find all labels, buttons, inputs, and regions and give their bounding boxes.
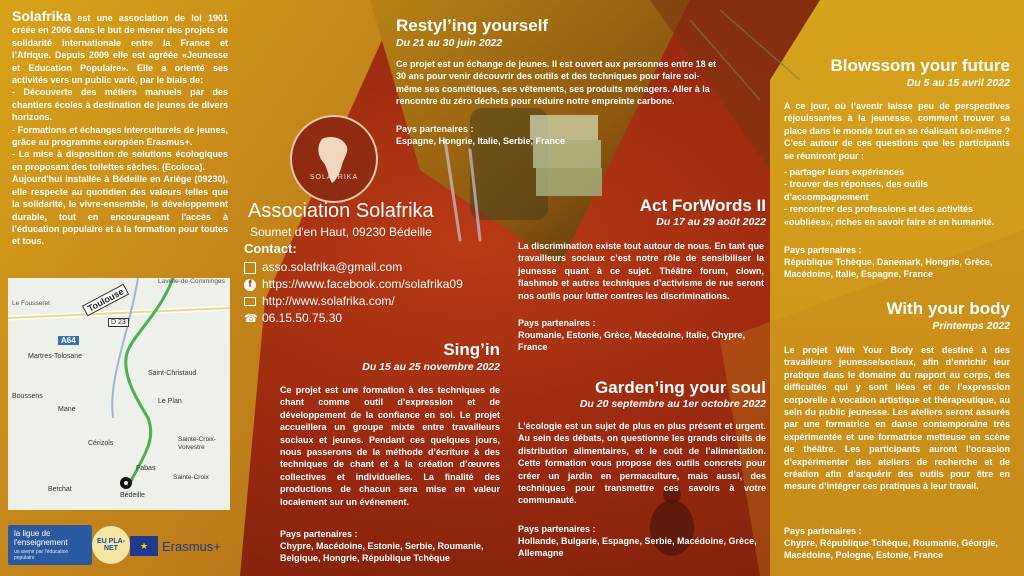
restyling-partners-label: Pays partenaires :: [396, 124, 474, 134]
map-label: Mane: [58, 406, 76, 413]
intro-bullet: - Formations et échanges interculturels de jeunes, grâce au programme européen Erasmus+.: [12, 124, 228, 148]
intro-bullet: - La mise à disposition de solutions écologiques en proposant des toilettes sèches. (Ecoloca).: [12, 149, 228, 172]
erasmus-logo-text: Erasmus+: [162, 538, 221, 554]
map-label: Betchat: [48, 486, 72, 493]
actforwords-desc: La discrimination existe tout autour de nous. En tant que travailleurs sociaux c’est notre rôle de sensibiliser la jeunesse quant à ce sujet. Théâtre forum, clown, flashmob et autres techniques d’activisme de rue seront nos outils pour lutter contres les discriminations.: [518, 241, 764, 301]
map-label: Boussens: [12, 393, 43, 400]
contact-email-row: [244, 259, 484, 276]
solafrika-logo-text: SOLAFRIKA: [309, 174, 359, 181]
blowssom-dates: Du 5 au 15 avril 2022: [906, 77, 1010, 89]
contact-label: Contact:: [244, 241, 297, 256]
phone-icon: ☎: [244, 312, 258, 325]
withbody-partners-label: Pays partenaires :: [784, 526, 862, 536]
map-label: Lavelle-de-Comminges: [158, 278, 225, 285]
withbody-dates: Printemps 2022: [932, 320, 1010, 332]
blowssom-partners-label: Pays partenaires :: [784, 245, 862, 255]
association-address: Soumet d'en Haut, 09230 Bédeille: [250, 225, 432, 239]
ligue-logo-sub: un avenir par l'éducation populaire: [14, 549, 69, 561]
actforwords-partners-label: Pays partenaires :: [518, 318, 596, 328]
contact-website-row: [244, 293, 484, 310]
blowssom-list: [784, 166, 1010, 228]
map-label-toulouse: Toulouse: [82, 284, 129, 317]
blowssom-list-item: - rencontrer des professions et des activités «oubliées», riches en savoir faire et en humanité.: [784, 204, 995, 227]
ligue-logo-text: la ligue de l'enseignement: [14, 529, 68, 547]
map-label-a64: A64: [58, 336, 79, 345]
restyling-desc: Ce projet est un échange de jeunes. Il est ouvert aux personnes entre 18 et 30 ans pour venir découvrir des outils et des techniques pour faire soi-même ses cosmétiques, ses vêtements, ses produits ménagers. Aller à la rencontre du zéro déchets pour réduire notre empreinte carbone.: [396, 59, 717, 107]
singin-dates: Du 15 au 25 novembre 2022: [362, 361, 500, 373]
blowssom-list-item: - partager leurs expériences: [784, 167, 905, 177]
intro-brand: Solafrika: [12, 8, 72, 24]
gardening-desc: L’écologie est un sujet de plus en plus présent et urgent. Au sein des débats, on questionne les grands circuits de distribution alimentaires, et le coût de l’alimentation. Cette formation vous propose des outils concrets pour créer un jardin en permaculture, mais aussi, des techniques pour transmettre ces savoirs à votre communauté.: [518, 421, 766, 506]
location-map[interactable]: [8, 278, 230, 510]
contact-list: [244, 259, 484, 327]
intro-text: est une association de loi 1901 créée en 2006 dans le but de mener des projets de solidarité internationale entre la France et l’Afrique. Depuis 2009 elle est agréée «Jeunesse et Education Populaire». Elle a orienté ses activités vers un public varié, par le biais de:: [12, 13, 228, 86]
withbody-desc: Le projet With Your Body est destiné à des travailleurs jeunesse/sociaux, afin d’enrichir leur pratique dans le domaine du rapport au corps, des difficultés qui y sont liées et de l’expression corporelle à vocation artistique et thérapeutique, au sein du public jeunesse. Les ateliers seront assurés par une formatrice en danse contemporaine très expérimentée et une formatrice metteuse en scène de théâtre. Les participants auront l’occasion d’expérimenter des ateliers de recherche et de création afin d’acquérir des outils pour être en mesure d’intégrer ces pratiques à leur travail.: [784, 345, 1010, 492]
gardening-partners-label: Pays partenaires :: [518, 524, 596, 534]
contact-phone-row: [244, 310, 484, 327]
singin-partners-label: Pays partenaires :: [280, 529, 358, 539]
blowssom-list-item: - trouver des réponses, des outils d’accompagnement: [784, 179, 929, 202]
map-label: Martres-Tolosane: [28, 353, 83, 360]
restyling-partners: Espagne, Hongrie, Italie, Serbie, France: [396, 136, 566, 146]
restyling-title: Restyl’ing yourself: [396, 16, 549, 35]
gardening-partners: Hollande, Bulgarie, Espagne, Serbie, Macédoine, Grèce, Allemagne: [518, 536, 757, 558]
actforwords-dates: Du 17 au 29 août 2022: [656, 216, 766, 228]
map-label: Bédeille: [120, 492, 145, 499]
eu-flag-icon: ★: [130, 536, 158, 556]
map-label: Le Plan: [158, 398, 182, 405]
ligue-logo: [8, 525, 92, 565]
blowssom-desc: A ce jour, où l’avenir laisse peu de perspectives réjouissantes à la jeunesse, comment trouver sa place dans le monde tout en se réalisant soi-même ? C’est autour de ces questions que les participants se réuniront pour :: [784, 101, 1010, 161]
contact-website[interactable]: http://www.solafrika.com/: [262, 294, 395, 308]
map-label: Fabas: [136, 465, 156, 472]
intro-bullet: - Découverte des métiers manuels par des chantiers écoles à destination de jeunes de divers horizons.: [12, 87, 228, 123]
map-label-d23: D 23: [108, 318, 129, 327]
envelope-icon: [244, 262, 256, 274]
map-label: Sainte-Croix: [173, 474, 209, 481]
withbody-partners: Chypre, République Tchèque, Roumanie, Géorgie, Macédoine, Pologne, Estonie, France: [784, 538, 998, 560]
gardening-dates: Du 20 septembre au 1er octobre 2022: [579, 398, 766, 410]
facebook-icon: f: [244, 279, 256, 291]
contact-facebook[interactable]: https://www.facebook.com/solafrika09: [262, 277, 463, 291]
solafrika-logo: [290, 115, 378, 203]
association-title: Association Solafrika: [248, 200, 434, 222]
erasmus-logo: [130, 533, 228, 559]
restyling-dates: Du 21 au 30 juin 2022: [396, 37, 503, 49]
map-label: Le Fousseret: [12, 300, 50, 307]
gardening-title: Garden’ing your soul: [595, 378, 766, 397]
planet-logo: [92, 526, 130, 564]
blowssom-partners: République Tchèque, Danemark, Hongrie, Grèce, Macédoine, Italie, Espagne, France: [784, 257, 993, 279]
actforwords-partners: Roumanie, Estonie, Grèce, Macédoine, Italie, Chypre, France: [518, 330, 746, 352]
singin-partners: Chypre, Macédoine, Estonie, Serbie, Roumanie, Belgique, Hongrie, République Tchèque: [280, 541, 484, 563]
withbody-title: With your body: [886, 299, 1010, 318]
map-label: Sainte-Croix-Volvestre: [178, 436, 216, 451]
singin-title: Sing’in: [443, 340, 500, 359]
computer-icon: [244, 297, 256, 306]
contact-email[interactable]: asso.solafrika@gmail.com: [262, 260, 403, 274]
actforwords-title: Act ForWords II: [639, 196, 766, 215]
intro-closing: Aujourd'hui installée à Bédeille en Ariège (09230), elle respecte au quotidien des valeurs telles que la solidarité, le vivre-ensemble, le développement durable, tout en encourageant l'accès à l’éducation populaire et à la formation pour toutes et tous.: [12, 174, 228, 247]
map-label: Saint-Christaud: [148, 370, 197, 377]
intro-block: [12, 10, 228, 248]
planet-logo-text: EU PLA-NET: [97, 538, 125, 552]
contact-phone[interactable]: 06.15.50.75.30: [262, 311, 343, 325]
contact-facebook-row: [244, 276, 484, 293]
singin-desc: Ce projet est une formation à des techniques de chant comme outil d’expression et de développement de la confiance en soi. Le projet accueillera un groupe mixte entre travailleurs sociaux et jeunes. Pendant ces quelques jours, nous passerons de la méthode d’écriture à des techniques de chant et à la création d’œuvres collectives et individuelles. La finalité des productions de chacun sera mise en valeur localement sur un événement.: [280, 385, 500, 507]
blowssom-title: Blowssom your future: [830, 56, 1010, 75]
map-label: Cérizols: [88, 440, 114, 447]
